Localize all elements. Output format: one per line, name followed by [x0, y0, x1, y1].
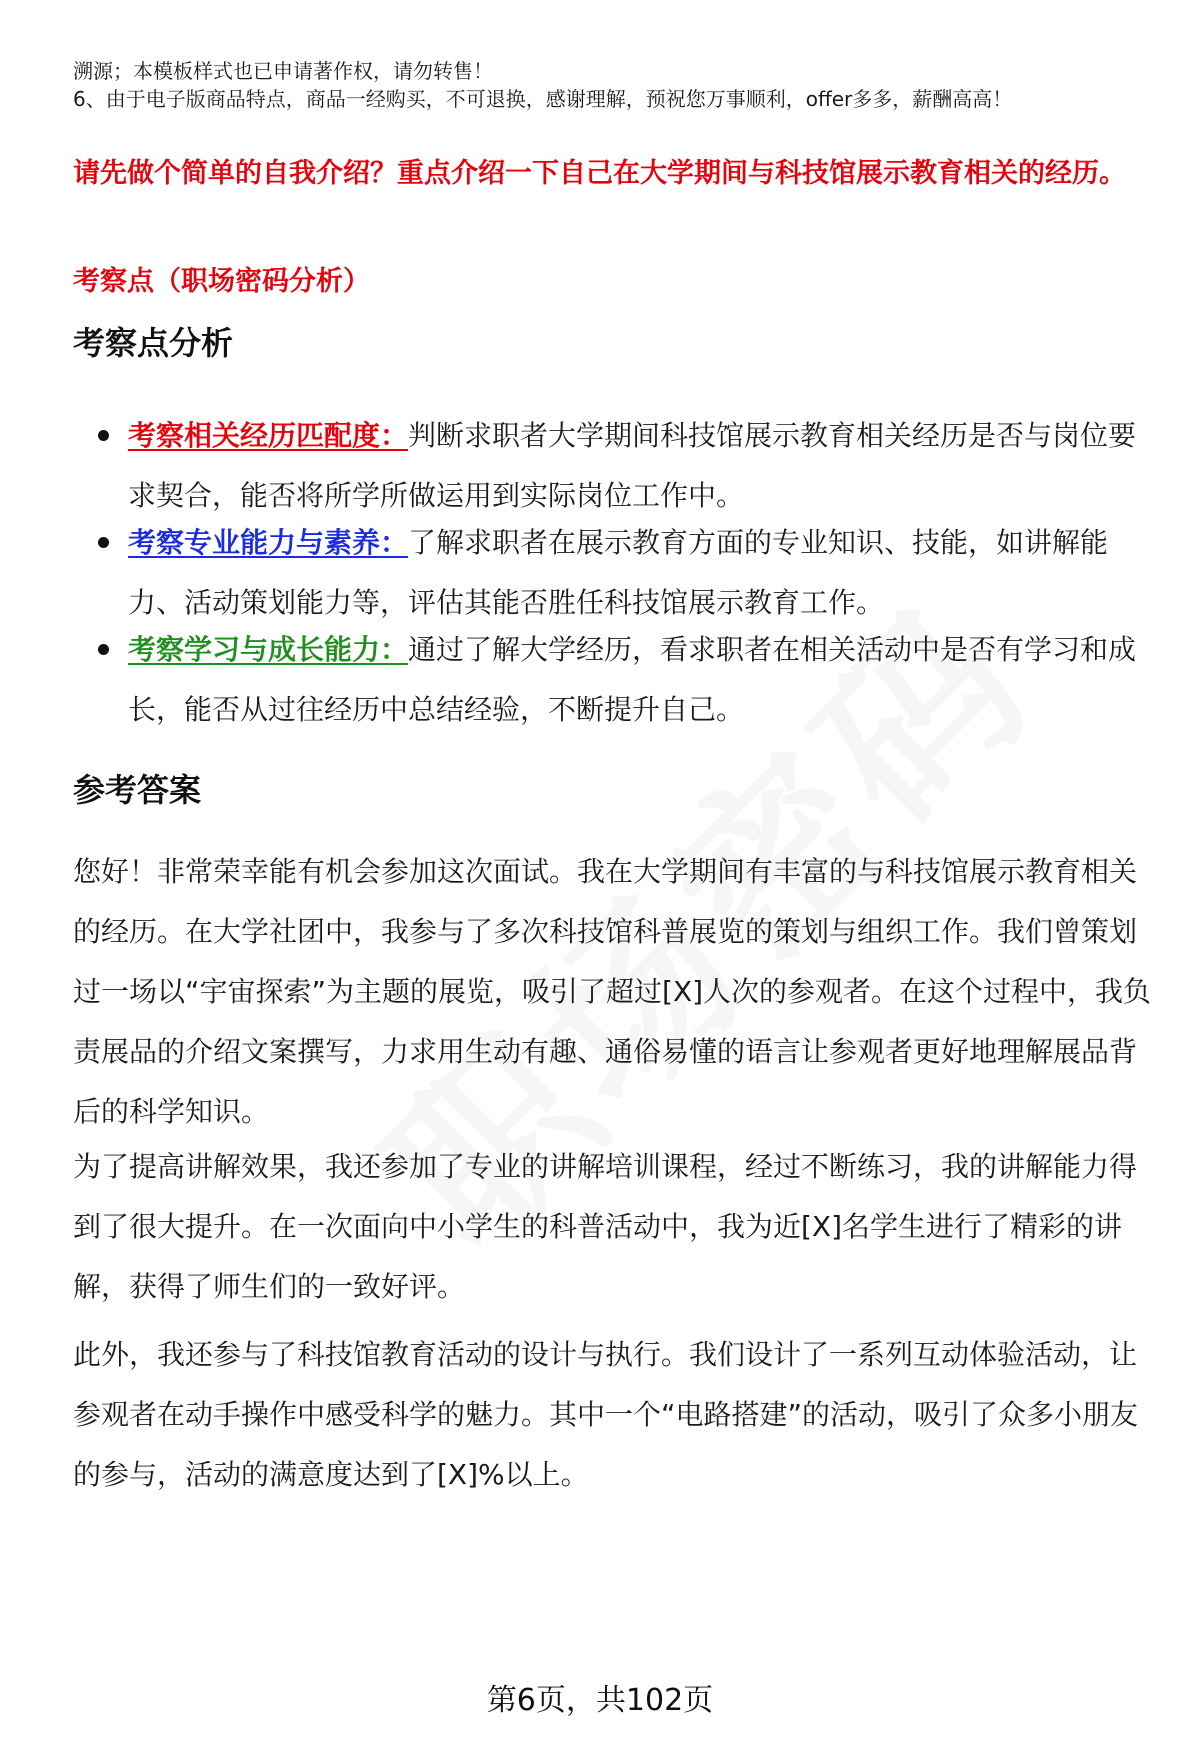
analysis-keyword: 考察相关经历匹配度： — [128, 419, 409, 452]
analysis-keyword: 考察专业能力与素养： — [128, 526, 409, 559]
interview-question: 请先做个简单的自我介绍？重点介绍一下自己在大学期间与科技馆展示教育相关的经历。 — [73, 158, 1126, 189]
notice-line-1: 溯源；本模板样式也已申请著作权，请勿转售！ — [73, 59, 493, 83]
answer-heading: 参考答案 — [73, 771, 202, 809]
answer-paragraph-1: 您好！非常荣幸能有机会参加这次面试。我在大学期间有丰富的与科技馆展示教育相关的经历。在大学社团中，我参与了多次科技馆科普展览的策划与组织工作。我们曾策划过一场以“宇宙探索”为主题的展览，吸引了超过[X]人次的参观者。在这个过程中，我负责展品的介绍文案撰写，力求用生动有趣、通俗易懂的语言让参观者更好地理解展品背后的科学知识。 — [73, 855, 1152, 1128]
bullet-icon — [98, 644, 109, 655]
analysis-text: 通过了解大学经历，看求职者在相关活动中是否有学习和成长，能否从过往经历中总结经验，不断提升自己。 — [128, 633, 1137, 726]
answer-paragraph-3: 此外，我还参与了科技馆教育活动的设计与执行。我们设计了一系列互动体验活动，让参观者在动手操作中感受科学的魅力。其中一个“电路搭建”的活动，吸引了众多小朋友的参与，活动的满意度达到了[X]%以上。 — [73, 1338, 1139, 1491]
analysis-keyword: 考察学习与成长能力： — [128, 633, 409, 666]
analysis-item — [128, 620, 1148, 740]
bullet-icon — [98, 537, 109, 548]
bullet-icon — [98, 430, 109, 441]
page-number: 第6页，共102页 — [486, 1683, 714, 1718]
analysis-text: 了解求职者在展示教育方面的专业知识、技能，如讲解能力、活动策划能力等，评估其能否胜任科技馆展示教育工作。 — [128, 526, 1109, 619]
analysis-item — [128, 406, 1148, 526]
focus-label: 考察点（职场密码分析） — [73, 266, 370, 297]
notice-line-2: 6、由于电子版商品特点，商品一经购买，不可退换，感谢理解，预祝您万事顺利，offer多多，薪酬高高！ — [73, 87, 1013, 111]
analysis-text: 判断求职者大学期间科技馆展示教育相关经历是否与岗位要求契合，能否将所学所做运用到实际岗位工作中。 — [128, 419, 1137, 512]
answer-paragraph-2: 为了提高讲解效果，我还参加了专业的讲解培训课程，经过不断练习，我的讲解能力得到了很大提升。在一次面向中小学生的科普活动中，我为近[X]名学生进行了精彩的讲解，获得了师生们的一致好评。 — [73, 1150, 1138, 1303]
analysis-heading: 考察点分析 — [73, 324, 234, 362]
analysis-item — [128, 513, 1148, 633]
